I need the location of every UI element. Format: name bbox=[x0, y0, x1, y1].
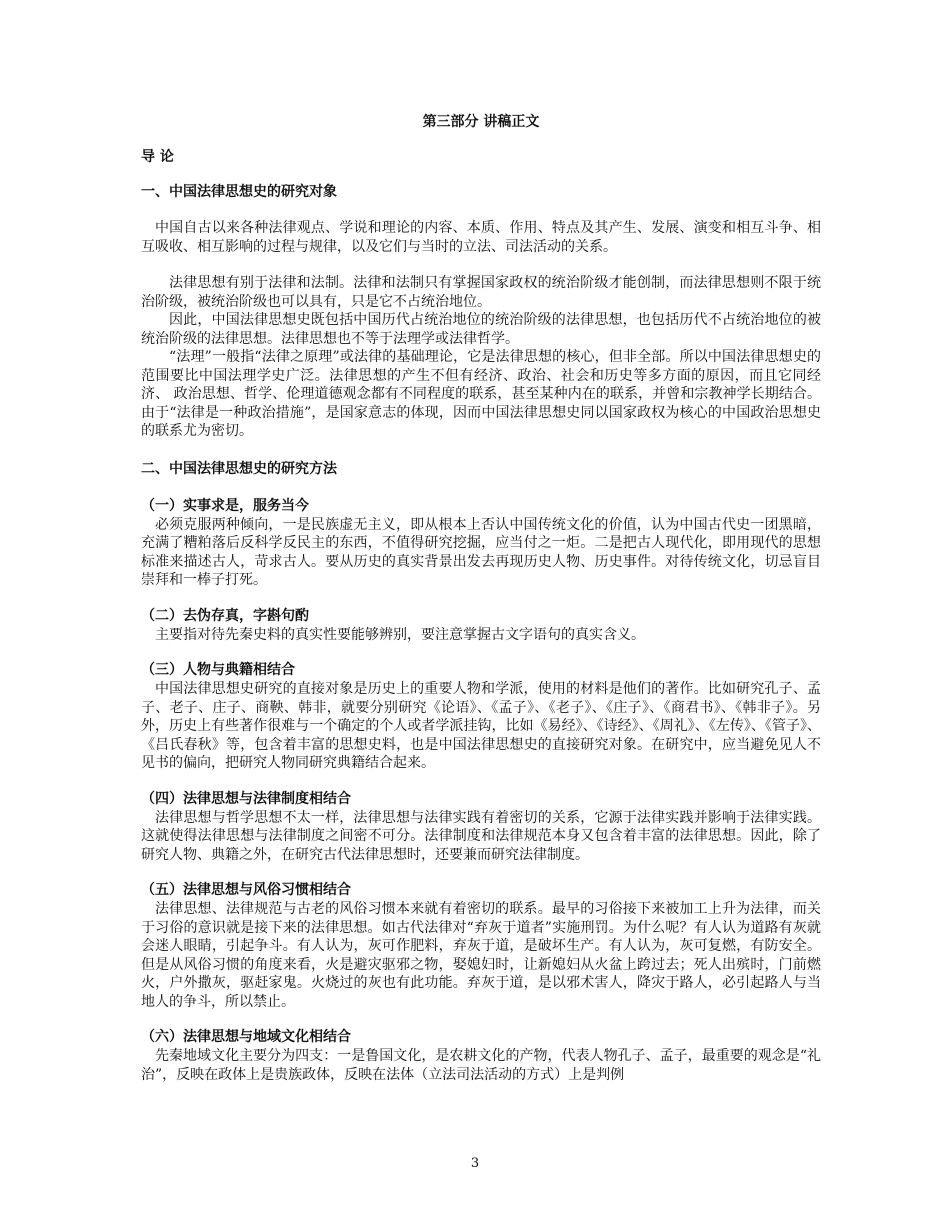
document-title: 第三部分 讲稿正文 bbox=[422, 114, 540, 130]
intro-heading: 导 论 bbox=[141, 149, 174, 165]
subsection-3-text: 中国法律思想史研究的直接对象是历史上的重要人物和学派，使用的材料是他们的著作。比如研究孔子、孟子、老子、庄子、商鞅、韩非，就要分别研究《论语》、《孟子》、《老子》、《庄子》、《商君书》、《韩非子》。另外，历史上有些著作很难与一个确定的个人或者学派挂钩，比如《易经》、《诗经》、《周礼》、《左传》、《管子》、《吕氏春秋》等，包含着丰富的思想史料，也是中国法律思想史的直接研究对象。在研究中，应当避免见人不见书的偏向，把研究人物同研究典籍结合起来。 bbox=[141, 681, 821, 771]
subsection-3-heading: （三）人物与典籍相结合 bbox=[141, 662, 295, 678]
page-number: 3 bbox=[470, 1156, 480, 1171]
subsection-5-text: 法律思想、法律规范与古老的风俗习惯本来就有着密切的联系。最早的习俗接下来被加工上升为法律，而关于习俗的意识就是接下来的法律思想。如古代法律对“弃灰于道者”实施刑罚。为什么呢？有人认为道路有灰就会迷人眼睛，引起争斗。有人认为，灰可作肥料，弃灰于道，是破坏生产。有人认为，灰可复燃，有防安全。但是从风俗习惯的角度来看，火是避灾驱邪之物，娶媳妇时，让新媳妇从火盆上跨过去；死人出殡时，门前燃火，户外撒灰，驱赶家鬼。火烧过的灰也有此功能。弃灰于道，是以邪术害人，降灾于路人，必引起路人与当地人的争斗，所以禁止。 bbox=[141, 901, 821, 1010]
subsection-2-text: 主要指对待先秦史料的真实性要能够辨别，要注意掌握古文字语句的真实含义。 bbox=[155, 626, 645, 643]
section1-paragraph-1: 中国自古以来各种法律观点、学说和理论的内容、本质、作用、特点及其产生、发展、演变和相互斗争、相互吸收、相互影响的过程与规律，以及它们与当时的立法、司法活动的关系。 bbox=[141, 220, 821, 255]
section1-paragraph-3: 因此，中国法律思想史既包括中国历代占统治地位的统治阶级的法律思想，也包括历代不占统治地位的被统治阶级的法律思想。法律思想也不等于法理学或法律哲学。 bbox=[141, 312, 821, 347]
section1-heading: 一、中国法律思想史的研究对象 bbox=[141, 184, 337, 200]
subsection-2-heading: （二）去伪存真，字斟句酌 bbox=[141, 607, 309, 624]
section1-paragraph-2: 法律思想有别于法律和法制。法律和法制只有掌握国家政权的统治阶级才能创制，而法律思想则不限于统治阶级，被统治阶级也可以具有，只是它不占统治地位。 bbox=[141, 275, 821, 310]
subsection-4-heading: （四）法律思想与法律制度相结合 bbox=[141, 790, 351, 807]
subsection-1-heading: （一）实事求是，服务当今 bbox=[141, 497, 309, 514]
subsection-4-text: 法律思想与哲学思想不太一样，法律思想与法律实践有着密切的关系，它源于法律实践并影响于法律实践。这就使得法律思想与法律制度之间密不可分。法律制度和法律规范本身又包含着丰富的法律思想。因此，除了研究人物、典籍之外，在研究古代法律思想时，还要兼而研究法律制度。 bbox=[141, 809, 821, 863]
subsection-1-text: 必须克服两种倾向，一是民族虚无主义，即从根本上否认中国传统文化的价值，认为中国古代史一团黑暗，充满了糟粕落后反科学反民主的东西，不值得研究挖掘，应当付之一炬。二是把古人现代化，即用现代的思想标准来描述古人，苛求古人。要从历史的真实背景出发去再现历史人物、历史事件。对待传统文化，切忌盲目崇拜和一棒子打死。 bbox=[141, 516, 821, 588]
subsection-6-heading: （六）法律思想与地域文化相结合 bbox=[141, 1029, 351, 1045]
section1-paragraph-4: “法理”一般指“法律之原理”或法律的基础理论，它是法律思想的核心，但非全部。所以中国法律思想史的范围要比中国法理学史广泛。法律思想的产生不但有经济、政治、社会和历史等多方面的原因，而且它同经济、 政治思想、哲学、伦理道德观念都有不同程度的联系，甚至某种内在的联系，并曾和宗教神学长期结合。由于“法律是一种政治措施”，是国家意志的体现，因而中国法律思想史同以国家政权为核心的中国政治思想史的联系尤为密切。 bbox=[141, 349, 821, 439]
subsection-6-text: 先秦地域文化主要分为四支：一是鲁国文化，是农耕文化的产物，代表人物孔子、孟子，最重要的观念是“礼治”，反映在政体上是贵族政体，反映在法体（立法司法活动的方式）上是判例 bbox=[141, 1048, 821, 1083]
subsection-5-heading: （五）法律思想与风俗习惯相结合 bbox=[141, 882, 351, 898]
document-page bbox=[141, 112, 821, 1084]
section2-heading: 二、中国法律思想史的研究方法 bbox=[141, 460, 337, 477]
